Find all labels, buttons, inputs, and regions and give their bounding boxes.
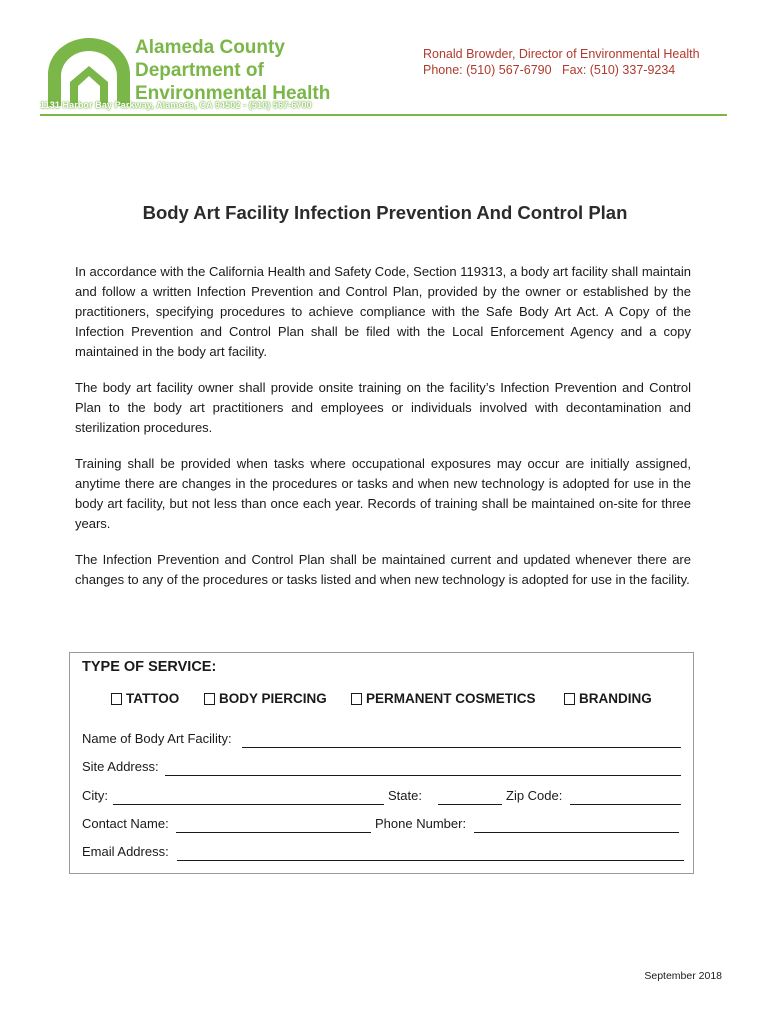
paragraph-3: Training shall be provided when tasks where occupational exposures may occur are initially assigned, anytime there are changes in the procedures or tasks and when new technology is adopted for use in the body art facility, but not less than once each year. Records of training shall be maintained on-site for three years. — [75, 456, 691, 531]
service-form-box — [69, 652, 694, 874]
org-name — [135, 36, 330, 105]
service-option-branding[interactable] — [564, 691, 652, 706]
facility-name-field[interactable] — [242, 747, 681, 748]
paragraph-4: The Infection Prevention and Control Plan shall be maintained current and updated whenever there are changes to any of the procedures or tasks listed and when new technology is adopted for use in the facility. — [75, 552, 691, 587]
zip-code-label: Zip Code: — [506, 788, 563, 803]
service-option-tattoo[interactable] — [111, 691, 179, 706]
type-of-service-heading: TYPE OF SERVICE: — [82, 659, 217, 675]
branding-label: BRANDING — [579, 691, 652, 706]
city-label: City: — [82, 788, 108, 803]
paragraph-2: The body art facility owner shall provide onsite training on the facility’s Infection Prevention and Control Plan to the body art practitioners and employees or individuals involved with decontamination and sterilization procedures. — [75, 380, 691, 435]
state-label: State: — [388, 788, 422, 803]
zip-code-field[interactable] — [570, 804, 681, 805]
city-field[interactable] — [113, 804, 384, 805]
body-piercing-label: BODY PIERCING — [219, 691, 327, 706]
director-name: Ronald Browder, Director of Environmental Health — [423, 47, 700, 61]
director-phone-fax: Phone: (510) 567-6790 Fax: (510) 337-9234 — [423, 63, 676, 77]
branding-checkbox[interactable] — [564, 693, 575, 705]
site-address-label: Site Address: — [82, 759, 159, 774]
body-piercing-checkbox[interactable] — [204, 693, 215, 705]
tattoo-label: TATTOO — [126, 691, 180, 706]
document-title: Body Art Facility Infection Prevention And Control Plan — [142, 202, 628, 223]
service-option-permanent-cosmetics[interactable] — [351, 691, 536, 706]
header-divider — [40, 114, 727, 116]
tattoo-checkbox[interactable] — [111, 693, 122, 705]
permanent-cosmetics-label: PERMANENT COSMETICS — [366, 691, 536, 706]
site-address-field[interactable] — [165, 775, 681, 776]
org-name-line-3: Environmental Health — [135, 83, 331, 104]
org-address: 1131 Harbor Bay Parkway, Alameda, CA 94502 - (510) 567-6700 — [40, 100, 312, 110]
org-name-line-1: Alameda County — [135, 37, 285, 58]
contact-name-label: Contact Name: — [82, 816, 169, 831]
phone-number-field[interactable] — [474, 832, 679, 833]
document-body — [75, 262, 691, 606]
contact-name-field[interactable] — [176, 832, 371, 833]
facility-name-label: Name of Body Art Facility: — [82, 731, 232, 746]
email-address-field[interactable] — [177, 860, 684, 861]
director-info — [423, 46, 700, 78]
footer-date: September 2018 — [644, 970, 722, 982]
house-arch-logo-icon — [44, 34, 134, 108]
org-name-line-2: Department of — [135, 60, 264, 81]
email-address-label: Email Address: — [82, 844, 169, 859]
permanent-cosmetics-checkbox[interactable] — [351, 693, 362, 705]
state-field[interactable] — [438, 804, 502, 805]
service-option-body-piercing[interactable] — [204, 691, 327, 706]
phone-number-label: Phone Number: — [375, 816, 467, 831]
paragraph-1: In accordance with the California Health and Safety Code, Section 119313, a body art facility shall maintain and follow a written Infection Prevention and Control Plan, provided by the owner or established by the practitioners, specifying procedures to achieve compliance with the Safe Body Art Act. A Copy of the Infection Prevention and Control Plan shall be filed with the Local Enforcement Agency and a copy maintained in the body art facility. — [75, 264, 691, 359]
